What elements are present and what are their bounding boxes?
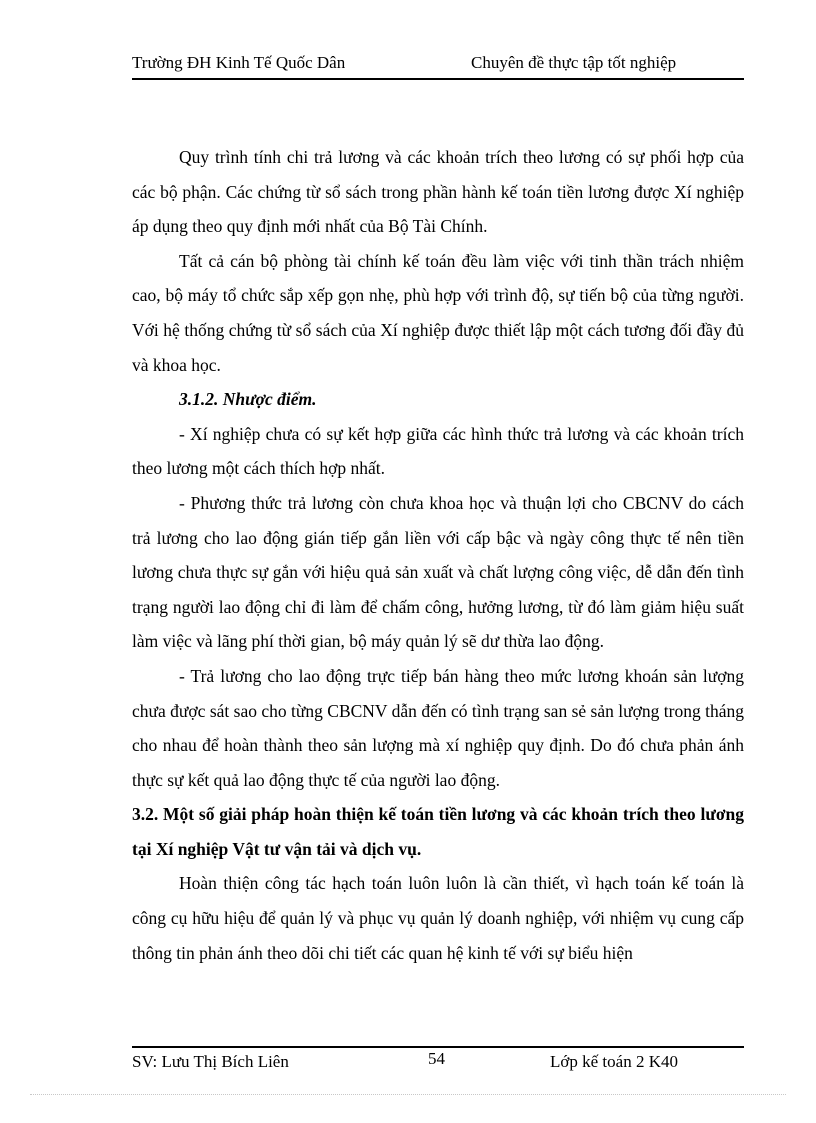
paragraph-1: Quy trình tính chi trả lương và các khoản trích theo lương có sự phối hợp của các bộ phận. Các chứng từ sổ sách trong phần hành kế toán tiền lương được Xí nghiệp áp dụng theo quy định mới nhất của Bộ Tài Chính. xyxy=(132,147,744,237)
paragraph-2: Tất cả cán bộ phòng tài chính kế toán đều làm việc với tinh thần trách nhiệm cao, bộ máy tổ chức sắp xếp gọn nhẹ, phù hợp với trình độ, sự tiến bộ của từng người. Với hệ thống chứng từ sổ sách của Xí nghiệp được thiết lập một cách tương đối đầy đủ và khoa học. xyxy=(132,250,744,375)
header-school: Trường ĐH Kinh Tế Quốc Dân xyxy=(132,53,346,72)
paragraph-3: - Xí nghiệp chưa có sự kết hợp giữa các hình thức trả lương và các khoản trích theo lương một cách thích hợp nhất. xyxy=(132,423,744,479)
page-footer xyxy=(132,1046,744,1078)
header-title: Chuyên đề thực tập tốt nghiệp xyxy=(471,53,677,72)
section-heading: 3.2. Một số giải pháp hoàn thiện kế toán tiền lương và các khoản trích theo lương tại Xí nghiệp Vật tư vận tải và dịch vụ. xyxy=(132,804,744,859)
footer-student: SV: Lưu Thị Bích Liên xyxy=(132,1052,289,1071)
document-body xyxy=(132,140,744,970)
page-edge-divider xyxy=(30,1094,786,1095)
subheading-weaknesses: 3.1.2. Nhược điểm. xyxy=(179,389,317,410)
paragraph-5: - Trả lương cho lao động trực tiếp bán hàng theo mức lương khoán sản lượng chưa được sát sao cho từng CBCNV dẫn đến có tình trạng san sẻ sản lượng trong tháng cho nhau để hoàn thành theo sản lượng mà xí nghiệp quy định. Do đó chưa phản ánh thực sự kết quả lao động thực tế của người lao động. xyxy=(132,665,744,790)
page-header xyxy=(132,52,744,80)
page-number: 54 xyxy=(428,1049,445,1068)
footer-class: Lớp kế toán 2 K40 xyxy=(550,1052,678,1071)
paragraph-6: Hoàn thiện công tác hạch toán luôn luôn là cần thiết, vì hạch toán kế toán là công cụ hữu hiệu để quản lý và phục vụ quản lý doanh nghiệp, với nhiệm vụ cung cấp thông tin phản ánh theo dõi chi tiết các quan hệ kinh tế với sự biểu hiện xyxy=(132,873,744,963)
paragraph-4: - Phương thức trả lương còn chưa khoa học và thuận lợi cho CBCNV do cách trả lương cho lao động gián tiếp gắn liền với cấp bậc và ngày công thực tế nên tiền lương chưa thực sự gắn với hiệu quả sản xuất và chất lượng công việc, dễ dẫn đến tình trạng người lao động chỉ đi làm để chấm công, hưởng lương, từ đó làm giảm hiệu suất làm việc và lãng phí thời gian, bộ máy quản lý sẽ dư thừa lao động. xyxy=(132,492,744,652)
